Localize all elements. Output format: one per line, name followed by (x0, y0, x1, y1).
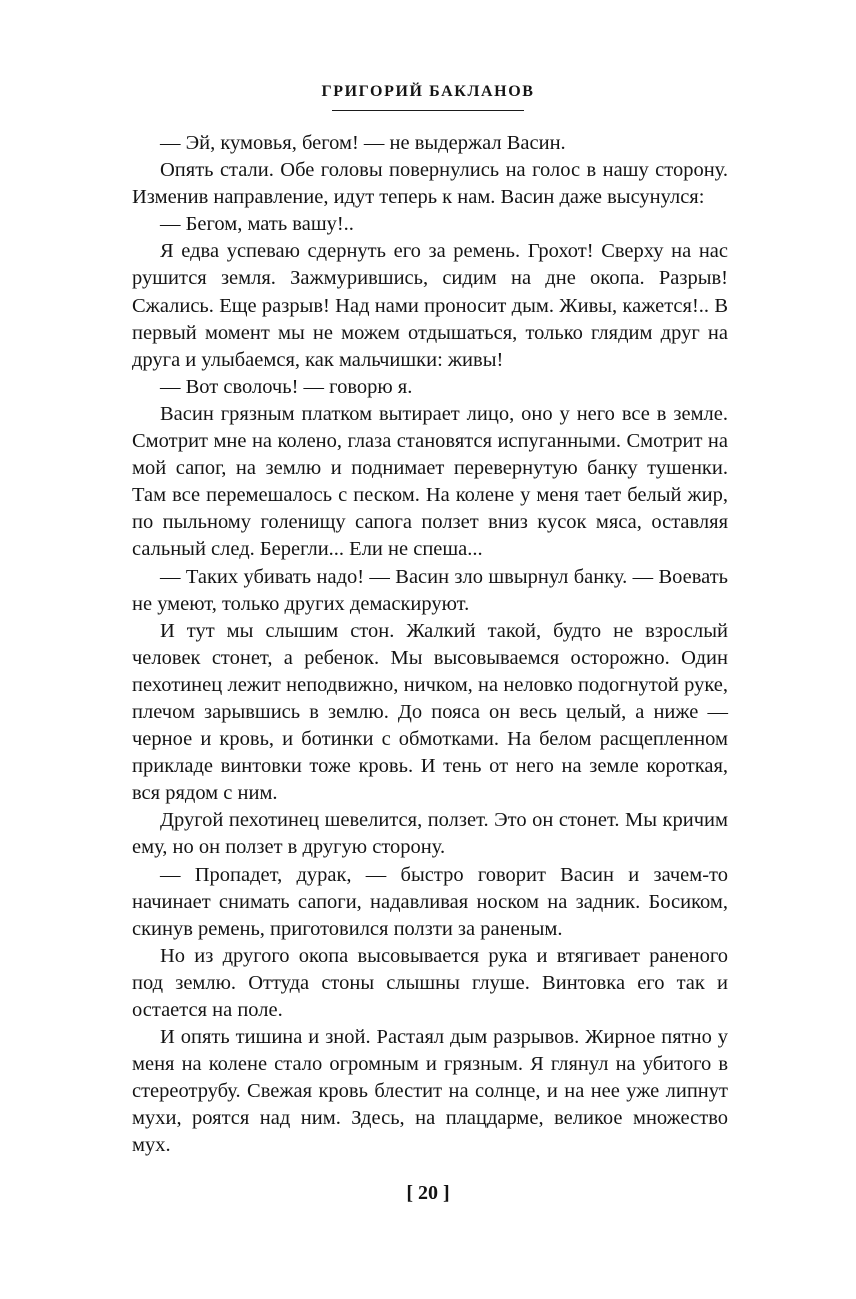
paragraph: Васин грязным платком вытирает лицо, оно у него все в земле. Смотрит мне на колено, глаза становятся испуганными. Смотрит на мой сапог, на землю и поднимает перевернутую банку тушенки. Там все перемешалось с песком. На колене у меня тает белый жир, по пыльному голенищу сапога ползет вниз кусок мяса, оставляя сальный след. Берегли... Ели не спеша... (132, 402, 728, 561)
paragraph: Но из другого окопа высовывается рука и втягивает раненого под землю. Оттуда стоны слышны глуше. Винтовка его так и остается на поле. (132, 944, 728, 1021)
paragraph: Другой пехотинец шевелится, ползет. Это он стонет. Мы кричим ему, но он ползет в другую сторону. (132, 809, 728, 859)
paragraph: Я едва успеваю сдернуть его за ремень. Грохот! Сверху на нас рушится земля. Зажмурившись, сидим на дне окопа. Разрыв! Сжались. Еще разрыв! Над нами проносит дым. Живы, кажется!.. В первый момент мы не можем отдышаться, только глядим друг на друга и улыбаемся, как мальчишки: живы! (132, 240, 728, 371)
paragraph: — Вот сволочь! — говорю я. (160, 375, 413, 398)
paragraph: — Таких убивать надо! — Васин зло швырнул банку. — Воевать не умеют, только других демаскируют. (132, 565, 728, 615)
running-head: ГРИГОРИЙ БАКЛАНОВ (321, 83, 535, 100)
paragraph: Опять стали. Обе головы повернулись на голос в нашу сторону. Изменив направление, идут теперь к нам. Васин даже высунулся: (132, 159, 728, 209)
paragraph: — Эй, кумовья, бегом! — не выдержал Васин. (160, 132, 566, 154)
header-rule (332, 110, 524, 111)
paragraph: — Бегом, мать вашу!.. (160, 213, 354, 236)
paragraph: И опять тишина и зной. Растаял дым разрывов. Жирное пятно у меня на колене стало огромным и грязным. Я глянул на убитого в стереотрубу. Свежая кровь блестит на солнце, и на нее уже липнут мухи, роятся над ним. Здесь, на плацдарме, великое множество мух. (132, 1026, 728, 1157)
body-text (132, 130, 728, 1160)
page-number: [ 20 ] (406, 1182, 450, 1204)
paragraph: И тут мы слышим стон. Жалкий такой, будто не взрослый человек стонет, а ребенок. Мы высовываемся осторожно. Один пехотинец лежит неподвижно, ничком, на неловко подогнутой руке, плечом зарывшись в землю. До пояса он весь целый, а ниже — черное и кровь, и ботинки с обмотками. На белом расщепленном прикладе винтовки тоже кровь. И тень от него на земле короткая, вся рядом с ним. (132, 619, 728, 805)
paragraph: — Пропадет, дурак, — быстро говорит Васин и зачем-то начинает снимать сапоги, надавливая носком на задник. Босиком, скинув ремень, приготовился ползти за раненым. (132, 863, 728, 940)
